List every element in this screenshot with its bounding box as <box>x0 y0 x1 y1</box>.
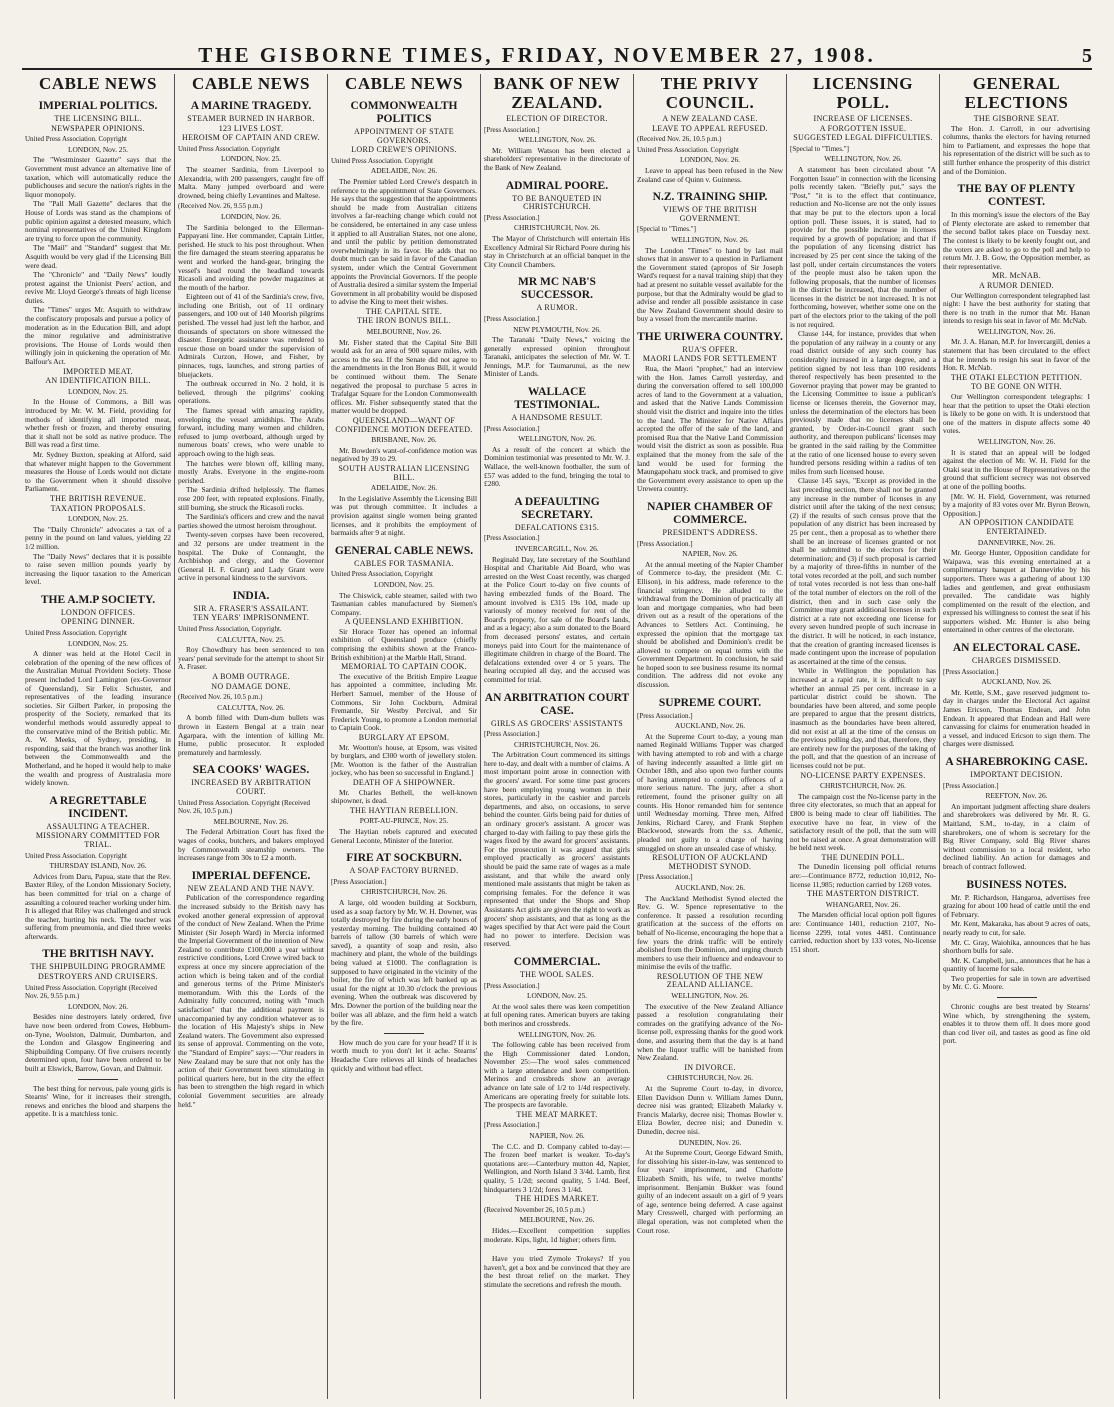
subheading: THE DUNEDIN POLL. <box>821 852 905 862</box>
body-paragraph: At the annual meeting of the Napier Chamber of Commerce to-day, the president (Mr. C. Ellison), in his address, made reference to the financial stringency. He alluded to the withdrawal from the Dominion of practically all loan and mortgage companies, who had been driven out as a result of the operations of the Advances to Settlers Act. Continuing, he expressed the opinion that the mortgage tax should be abolished and Dominion's credit be allowed to compete on equal terms with the Government Department. In conclusion, he said he hoped soon to see business resume its normal condition. The address did not evoke any discussion. <box>637 559 783 690</box>
headline: MR MC NAB'S SUCCESSOR. <box>518 276 596 302</box>
body-paragraph: The Auckland Methodist Synod elected the Rev. G. W. Spence representative to the conference. It passed a resolution recording gratification at the success of the efforts on behalf of No-license, encouraging the hope that a few years the drink traffic will be entirely abolished from the Dominion, and urging church members to use their influence and endeavour to minimise the evils of the traffic. <box>637 893 783 972</box>
body-paragraph: Mr. K. Campbell, jun., announces that he has a quantity of lucerne for sale. <box>943 955 1090 974</box>
subheading: STEAMER BURNED IN HARBOR. <box>187 114 315 123</box>
subheading: THE CAPITAL SITE. <box>365 306 443 316</box>
body-paragraph: As a result of the concert at which the Dominion testimonial was presented to Mr. W. J. Wallace, the well-known footballer, the sum of £57 was added to the fund, bringing the total to £280. <box>484 444 630 489</box>
subheading: THE LICENSING BILL. <box>54 114 142 123</box>
press-credit: United Press Association. Copyright <box>331 156 433 165</box>
subheading: A RUMOR DENIED. <box>979 280 1054 290</box>
dateline: WELLINGTON, Nov. 26. <box>671 991 749 1001</box>
body-paragraph: An important judgment affecting share dealers and sharebrokers was delivered by Mr. R. G. Maitland, S.M., to-day, in a claim of sharebrokers, one of whom is secretary for the Big River Company, sold Big River shares without commission to a local resident, who declined liability. An action for damages and breach of contract followed. <box>943 801 1090 871</box>
body-paragraph: The flames spread with amazing rapidity, enveloping the vessel amidships. The Arabs forward, including many women and children, refused to jump overboard, although urged by numerous boats' crews, who were unable to approach owing to the high seas. <box>178 406 324 458</box>
body-paragraph: At the Supreme Court to-day, in divorce, Ellen Davidson Dunn v. William James Dunn, decree nisi was granted; Elizabeth Malarky v. Francis Malarky, decree nisi; Thomas Bowler v. Eliza Bowler, decree nisi; and Dunedin v. Dunedin, decree nisi. <box>637 1084 783 1136</box>
dateline: BRISBANE, Nov. 26. <box>371 435 437 445</box>
body-paragraph: The executive of the British Empire League has appointed a committee, including Mr. Herbert Samuel, member of the House of Commons, Sir John Cockburn, Admiral Fremantle, Sir Westby Percival, and Sir Frederick Young, to promote a London memorial to Captain Cook. <box>331 671 477 733</box>
body-paragraph: Mr. Wootton's house, at Epsom, was visited by burglars, and £300 worth of jewellery stolen. [Mr. Wootton is the father of the Australian jockey, who has been so successful in England.] <box>331 742 477 778</box>
body-paragraph: Roy Chowdhury has been sentenced to ten years' penal servitude for the attempt to shoot Sir A. Fraser. <box>178 645 324 672</box>
press-credit: United Press Association. Copyright <box>25 135 127 144</box>
headline: AN ARBITRATION COURT CASE. <box>484 691 630 717</box>
headline: IMPERIAL POLITICS. <box>38 100 158 112</box>
press-credit: [Press Association.] <box>484 314 540 323</box>
headline: A REGRETTABLE INCIDENT. <box>49 794 147 820</box>
body-paragraph: Advices from Daru, Papua, state that the Rev. Baxter Riley, of the London Missionary Society, has been committed for trial on a charge of assaulting a coloured teacher working under him. It is alleged that Riley was challenged and struck the teacher, hurting his neck. The teacher was suffering from pneumonia, and died three weeks afterwards. <box>25 871 171 941</box>
body-paragraph: Publication of the correspondence regarding the increased subsidy to the British navy has evoked another general expression of approval of the conduct of New Zealand. When the Prime Minister (Sir Joseph Ward) in Mercia informed the Imperial Government of the intention of New Zealand to contribute £100,000 a year without restrictive conditions, Lord Crewe wired back to express at once my sincere appreciation of the action which is being taken and of the cordial and generous terms of the Prime Minister's memorandum. With this the Lords of the Admiralty fully concurred, noting with "much satisfaction" that the additional payment is unaccompanied by any condition whatever as to the location of His Majesty's ships in New Zealand waters. The Government also expressed its sense of approval. Commenting on the vote, the "Standard of Empire" says:—"Our readers in New Zealand may be sure that not only has the action of their Government been stimulating in political quarters here, but in the city the effect has been to strengthen the high regard in which colonial Government securities are already held." <box>178 893 324 1109</box>
subheading: LEAVE TO APPEAL REFUSED. <box>652 123 768 133</box>
subheading: NO DAMAGE DONE. <box>211 681 291 691</box>
divider <box>384 1033 424 1034</box>
press-credit: [Special to "Times."] <box>637 225 696 234</box>
body-paragraph: The outbreak occurred in No. 2 hold, it is believed, through the pilgrims' cooking operations. <box>178 379 324 406</box>
body-paragraph: Mr. Sydney Buxton, speaking at Alford, said that whatever might happen to the Government measures the House of Lords would not dictate to the Government when it should dissolve Parliament. <box>25 449 171 494</box>
headline: SUPREME COURT. <box>658 696 762 709</box>
dateline: NAPIER, Nov. 26. <box>682 549 738 559</box>
headline: COMMONWEALTH POLITICS <box>350 100 458 125</box>
body-paragraph: In the House of Commons, a Bill was introduced by Mr. W. M. Field, providing for methods of identifying all imported meat, whether fresh or frozen, and thereby ensuring that it shall not be sold as native produce. The Bill was read a first time. <box>25 397 171 450</box>
masthead <box>22 34 1092 70</box>
press-credit: (Received Nov. 26, 10.5 p.m.) <box>637 135 722 144</box>
subheading: LORD CREWE'S OPINIONS. <box>351 145 457 155</box>
press-credit: [Press Association.] <box>484 125 540 134</box>
headline: N.Z. TRAINING SHIP. <box>652 191 768 204</box>
headline: COMMERCIAL. <box>513 955 601 968</box>
subheading: PRESIDENT'S ADDRESS. <box>662 527 758 537</box>
press-credit: [Press Association.] <box>637 539 693 548</box>
headline: BUSINESS NOTES. <box>966 878 1067 891</box>
body-paragraph: The C.C. and D. Company cabled to-day:—The frozen beef market is weaker. To-day's quotations are:—Canterbury mutton 4d, Napier, Wellington, and North Island 3 3/4d. Lamb, first quality, 5 1/2d; second quality, 5 1/4d. Beef, hindquarters 3 1/2d; fores 3 1/4d. <box>484 1141 630 1194</box>
subheading: MR. McNAB. <box>991 271 1041 281</box>
headline: A SHAREBROKING CASE. <box>945 756 1088 768</box>
body-paragraph: The "Daily Chronicle" advocates a tax of a penny in the pound on land values, yielding 22 1/2 million. <box>25 524 171 551</box>
headline: THE A.M.P SOCIETY. <box>40 593 156 606</box>
press-credit: United Press Association. Copyright <box>25 629 127 638</box>
subheading: THE WOOL SALES. <box>519 969 595 979</box>
subheading: CHARGES DISMISSED. <box>972 656 1061 666</box>
body-paragraph: Mr. C. Gray, Waiohika, announces that he has shorthorn bulls for sale. <box>943 937 1090 956</box>
press-credit: [Press Association.] <box>943 781 999 790</box>
dateline: CHRISTCHURCH, Nov. 26. <box>820 781 906 791</box>
body-paragraph: Hides.—Excellent competition supplies moderate. Kips, light, 1d higher; others firm. <box>484 1225 630 1244</box>
body-paragraph: The Chiswick, cable steamer, sailed with two Tasmanian cables manufactured by Siemen's Company. <box>331 590 477 617</box>
subheading: DEATH OF A SHIPOWNER. <box>352 777 456 787</box>
press-credit: (Received November 26, 10.5 p.m.) <box>484 1205 585 1214</box>
dateline: WELLINGTON, Nov. 26. <box>518 1029 596 1039</box>
subheading: A FORGOTTEN ISSUE. <box>819 123 907 133</box>
dateline: CHRISTCHURCH, Nov. 26. <box>514 739 600 749</box>
headline: AN ELECTORAL CASE. <box>952 642 1081 655</box>
subheading: OPENING DINNER. <box>61 617 135 627</box>
body-paragraph: How much do you care for your head? If it is worth much to you don't let it ache. Stearns' Headache Cure relieves all kinds of headaches quickly and without bad effect. <box>331 1037 477 1073</box>
press-credit: United Press Association. Copyright (Received Nov. 26, 9.55 p.m.) <box>25 983 158 1001</box>
subheading: THE BRITISH REVENUE. <box>50 493 146 503</box>
body-paragraph: The Hon. J. Carroll, in our advertising columns, thanks the electors for having returned him to Parliament, and expresses the hope that his representation of the district will be such as to still further enhance the prosperity of this district and of the Dominion. <box>943 123 1090 176</box>
body-paragraph: The Sardinia belonged to the Ellerman-Pappayani line. Her commander, Captain Littler, perished. He stuck to his post throughout. When the fire damaged the steam steering apparatus he went and worked the hand-gear, bringing the vessel's head round the headland towards Ricasoli and avoiding the powder magazines at the mouth of the harbor. <box>178 222 324 292</box>
body-paragraph: At the Supreme Court to-day, a young man named Reginald Williams Tupper was charged with having attempted to rob and with a charge of having indecently assaulted a little girl on October 18th, and also upon two further counts of having attempted to commit offences of a more serious nature. The jury, after a short retirement, found the prisoner guilty on all counts. His Honor remanded him for sentence until Wednesday morning. Three men, Alfred Jenkins, Richard Carey, and Frank Stephen Blackwood, stewards from the s.s. Athenic, pleaded not guilty to a charge of having smuggled on shore an unsealed case of whisky. <box>637 731 783 853</box>
body-paragraph: A dinner was held at the Hotel Cecil in celebration of the opening of the new offices of the Australian Mutual Provident Society. Those present included Lord Lamington (ex-Governor of Queensland), Sir Felix Schuster, and representatives of the leading insurance societies. Sir Gilbert Parker, in proposing the prosperity of the Society, remarked that its wonderful methods would assuredly appeal to the conservative mind of the British public. Mr. A. W. Meeks, of Sydney, presiding, in responding, said that the branch was another link between the Commonwealth and the Motherland, and he hoped it would help to make the wealth and progress of Australasia more widely known. <box>25 649 171 788</box>
subheading: NO-LICENSE PARTY EXPENSES. <box>800 770 926 780</box>
body-paragraph: Mr. George Hunter, Opposition candidate for Waipawa, was this evening entertained at a complimentary banquet at Dannevirke by his supporters. There was a gathering of about 130 ladies and gentlemen, and great enthusiasm prevailed. The candidate was highly complimented on the result of the election, and expressed his willingness to contest the seat if his supporters wished. Mr. Hunter is also being entertained in other centres of the electorate. <box>943 548 1090 635</box>
subheading: THE SHIPBUILDING PROGRAMME <box>30 962 166 972</box>
body-paragraph: The Taranaki "Daily News," voicing the generally expressed opinion throughout Taranaki, anticipates the selection of Mr. W. T. Jennings, M.P. for Taumarunui, as the new Minister of Lands. <box>484 335 630 379</box>
body-paragraph: In this morning's issue the electors of the Bay of Plenty electorate are asked to remember that the second ballot takes place on Tuesday next. The contest is likely to be keenly fought out, and the voters are asked to go to the poll and help to return Mr. J. B. Gow, the Opposition member, as their representative. <box>943 210 1090 271</box>
subheading: A QUEENSLAND EXHIBITION. <box>344 617 464 627</box>
column-header: LICENSING POLL. <box>813 74 913 112</box>
column-body <box>25 100 171 1119</box>
body-paragraph: Two properties for sale in town are advertised by Mr. C. G. Moore. <box>943 973 1090 992</box>
subheading: INCREASED BY ARBITRATION COURT. <box>191 778 311 796</box>
column-header: CABLE NEWS <box>192 74 310 93</box>
subheading: LONDON OFFICES. <box>60 607 136 617</box>
body-paragraph: Mr. Kettle, S.M., gave reserved judgment to-day in charges under the Electoral Act against James Ericson, Thomas Endean, and John Endean. It appeared that Endean and Hall were canvassing for claims for enumeration headed in a vessel, and induced Ericson to sign them. The charges were dismissed. <box>943 687 1090 749</box>
subheading: DEFALCATIONS £315. <box>514 522 600 532</box>
subheading: TAXATION PROPOSALS. <box>50 503 146 513</box>
column-body <box>178 100 324 1109</box>
headline: ADMIRAL POORE. <box>505 179 609 192</box>
press-credit: [Press Association.] <box>331 877 387 886</box>
subheading: THE OTAKI ELECTION PETITION. <box>950 372 1083 382</box>
column-body <box>331 100 477 1073</box>
headline: NAPIER CHAMBER OF COMMERCE. <box>647 500 773 526</box>
masthead-title: THE GISBORNE TIMES, FRIDAY, NOVEMBER 27, 1908. <box>198 43 876 67</box>
subheading: SOUTH AUSTRALIAN LICENSING BILL. <box>338 463 470 482</box>
subheading: 123 LIVES LOST. <box>218 123 284 133</box>
headline: WALLACE TESTIMONIAL. <box>514 386 600 412</box>
headline: THE BRITISH NAVY. <box>42 948 154 961</box>
headline: THE URIWERA COUNTRY. <box>637 330 783 343</box>
dateline: LONDON, Nov. 25. <box>67 144 129 154</box>
press-credit: [Press Association.] <box>484 534 540 543</box>
subheading: IMPORTED MEAT. <box>63 366 133 376</box>
body-paragraph: The Sardinia's officers and crew and the naval parties showed the utmost heroism throughout. <box>178 512 324 530</box>
dateline: REEFTON, Nov. 26. <box>985 791 1048 801</box>
body-paragraph: Chronic coughs are best treated by Stearns' Wine which, by strengthening the system, enables it to throw them off. It does more good than cod liver oil, and tastes as good as fine old port. <box>943 1002 1090 1046</box>
column-body <box>943 115 1090 1046</box>
divider <box>997 997 1037 998</box>
press-credit: (Received Nov. 26, 9.55 p.m.) <box>178 202 263 211</box>
headline: SEA COOKS' WAGES. <box>192 764 310 777</box>
divider <box>537 1249 577 1250</box>
subheading: THE IRON BONUS BILL. <box>357 316 451 326</box>
subheading: ELECTION OF DIRECTOR. <box>506 114 608 123</box>
press-credit: United Press Association. Copyright (Received Nov. 26, 10.5 p.m.) <box>178 798 311 816</box>
body-paragraph: In the Legislative Assembly the Licensing Bill was put through committee. It includes a provision against single women being granted licenses, and it prohibits the employment of barmaids after 9 at night. <box>331 493 477 538</box>
headline: THE BAY OF PLENTY CONTEST. <box>957 183 1076 209</box>
press-credit: [Press Association.] <box>484 981 540 990</box>
body-paragraph: The "Westminster Gazette" says that the Government must advance an alternative line of taxation, which will automatically reduce the publichouses and secure the nation's rights in the liquor monopoly. <box>25 155 171 199</box>
body-paragraph: The best thing for nervous, pale young girls is Stearns' Wine, for it increases their strength, renews and enriches the blood and sharpens the appetite. It is a matchless tonic. <box>25 1083 171 1119</box>
subheading: A NEW ZEALAND CASE. <box>662 114 758 123</box>
press-credit: United Press Association. Copyright <box>25 851 127 860</box>
column-header: BANK OF NEW ZEALAND. <box>493 74 621 112</box>
dateline: NEW PLYMOUTH, Nov. 26. <box>513 324 601 334</box>
body-paragraph: The Haytian rebels captured and executed General Leconte, Minister of the Interior. <box>331 826 477 845</box>
column-header: THE PRIVY COUNCIL. <box>660 74 760 112</box>
body-paragraph: Mr. J. A. Hanan, M.P. for Invercargill, denies a statement that has been circulated to the effect that he intends to resign his seat in favor of the Hon. R. McNab. <box>943 337 1090 373</box>
headline: A MARINE TRAGEDY. <box>190 100 312 112</box>
article-columns <box>22 74 1094 1399</box>
body-paragraph: The Premier tabled Lord Crewe's despatch in reference to the appointment of State Governors. He says that the suggestion that the appointments should be made from Australian citizens involves a far-reaching change which could not be considered, be entertained in any case unless it applied to all Australian States, not one alone, and until the public by petition demonstrated overwhelmingly in its favor. He adds that no doubt much can be said in favor of the Canadian system, under which the Central Government appoints the Provincial Governors. If the people of Australia desired a similar system the Imperial Government in all probability would be disposed to advise the King to meet their wishes. <box>331 176 477 307</box>
subheading: THE MASTERTON DISTRICT. <box>806 889 920 899</box>
subheading: NEW ZEALAND AND THE NAVY. <box>187 883 315 893</box>
body-paragraph: Twenty-seven corpses have been recovered, and 32 persons are under treatment in the hospital. The Duke of Connaught, the Archbishop and clergy, and the Governor (General H. F. Grant) and Lady Grant were active in personal kindness to the survivors. <box>178 530 324 583</box>
column-body <box>484 115 630 1290</box>
subheading: QUEENSLAND—WANT OF CONFIDENCE MOTION DEFEATED. <box>335 416 473 434</box>
press-credit: United Press Association, Copyright <box>331 570 433 579</box>
subheading: DESTROYERS AND CRUISERS. <box>38 972 158 982</box>
body-paragraph: The Dunedin licensing poll official returns are:—Continuance 8772, reduction 10,012, No-license 11,985; reduction carried by 1269 votes. <box>790 862 936 889</box>
dateline: LONDON, Nov. 26. <box>220 211 282 221</box>
column-2 <box>175 74 328 1399</box>
dateline: ADELAIDE, Nov. 26. <box>370 166 438 176</box>
subheading: IN DIVORCE. <box>684 1062 736 1072</box>
subheading: NEWSPAPER OPINIONS. <box>51 123 145 133</box>
dateline: CALCUTTA, Nov. 25. <box>217 634 285 644</box>
body-paragraph: Mr. Charles Bethell, the well-known shipowner, is dead. <box>331 787 477 806</box>
body-paragraph: The "Pall Mall Gazette" declares that the House of Lords was stand as the champions of public opinion against a detested measure, which nominal representatives of the United Kingdom are trying to force upon the community. <box>25 199 171 243</box>
body-paragraph: The "Mail" and "Standard" suggest that Mr. Asquith would be very glad if the Licensing Bill were dead. <box>25 243 171 270</box>
column-header: CABLE NEWS <box>345 74 463 93</box>
dateline: CHRISTCHURCH, Nov. 26. <box>667 1073 753 1083</box>
divider <box>78 1079 118 1080</box>
subheading: RESOLUTION OF THE NEW ZEALAND ALLIANCE. <box>656 971 764 990</box>
dateline: INVERCARGILL, Nov. 26. <box>515 544 599 553</box>
subheading: RUA'S OFFER. <box>682 344 738 354</box>
press-credit: United Press Association. Copyright <box>637 145 739 154</box>
subheading: THE HAYTIAN REBELLION. <box>349 805 459 815</box>
body-paragraph: The Sardinia drifted helplessly. The flames rose 200 feet, with repeated explosions. Finally, still burning, she struck the Ricasoli rocks. <box>178 485 324 512</box>
body-paragraph: Mr. Kent, Makaraka, has about 9 acres of oats, nearly ready to cut, for sale. <box>943 919 1090 937</box>
body-paragraph: Eighteen out of 41 of the Sardinia's crew, five, including one British, out of 11 ordinary passengers, and 100 out of 140 Moorish pilgrims perished. The vessel had just left the harbor, and thousands of spectators on shore witnessed the disaster. Energetic assistance was rendered to rescue those on board under the supervision of Admirals Curzon, Howe, and Fisher, by pinnaces, tugs, launches, and strong parties of bluejackets. <box>178 292 324 379</box>
headline: IMPERIAL DEFENCE. <box>191 869 311 882</box>
body-paragraph: Have you tried Zymole Trokeys? If you haven't, get a box and be convinced that they are the best throat relief on the market. They stimulate the secretions and refresh the mouth. <box>484 1254 630 1289</box>
dateline: MELBOURNE, Nov. 26. <box>519 1215 595 1225</box>
body-paragraph: Clause 144, for instance, provides that when the population of any railway in a county or any road district outside of any such county has considerably increased in a large degree, and a petition signed by not less than 100 residents thereof respectively has been presented to the Governor praying that power may be granted to the Licensing Committee to issue a publican's license or licenses therein, the Governor may, unless the determination of the electors has been previously made that no licenses shall be granted, by Order-in-Council grant such authority, and thereupon publicans' licenses may be granted in the said railing by the Committee at the ratio of one licensed house to every seven hundred persons residing within a radius of ten miles from such licensed house. <box>790 329 936 476</box>
page-number: 5 <box>1082 45 1092 67</box>
dateline: LONDON, Nov. 25. <box>526 991 588 1001</box>
dateline: CHRISTCHURCH, Nov. 26. <box>361 887 447 897</box>
subheading: THE GISBORNE SEAT. <box>973 114 1060 123</box>
dateline: DANNEVIRKE, Nov. 26. <box>977 537 1056 547</box>
body-paragraph: Mr. William Watson has been elected a shareholders' representative in the directorate of the Bank of New Zealand. <box>484 145 630 172</box>
dateline: LONDON, Nov. 26. <box>679 155 741 165</box>
body-paragraph: Rua, the Maori "prophet," had an interview with the Hon. James Carroll yesterday, and during the conversation offered to sell 100,000 acres of land to the Government at a valuation, and asked that the Native Lands Commission should visit the district and inquire into the titles to the land. The Minister for Native Affairs accepted the offer of the sale of the land, and promised Rua that the Native Land Commission would visit the district as soon as possible. Rua explained that the money from the sale of the land would be used for forming the Maungapohatu stock track, and promised to give the Government every assistance to open up the Urewera country. <box>637 364 783 494</box>
body-paragraph: It is stated that an appeal will be lodged against the election of Mr. W. H. Field for the Otaki seat in the House of Representatives on the ground that sufficient secrecy was not observed at one of the polling booths. <box>943 447 1090 491</box>
headline: FIRE AT SOCKBURN. <box>346 852 462 865</box>
subheading: A BOMB OUTRAGE. <box>212 672 290 682</box>
body-paragraph: Besides nine destroyers lately ordered, five have now been ordered from Cowes, Hebburn-on-Tyne, Woolston, Dalmuir, Dumbarton, and the London and Glasgow Engineering and Shipbuilding Company. Of five cruisers recently determined upon, four have been ordered to be built at Elswick, Barrow, Govan, and Dalmuir. <box>25 1012 171 1073</box>
column-body <box>790 115 936 954</box>
subheading: CABLES FOR TASMANIA. <box>354 558 454 568</box>
press-credit: [Press Association.] <box>484 424 540 433</box>
press-credit: United Press Association, Copyright. <box>178 625 282 634</box>
subheading: BURGLARY AT EPSOM. <box>358 733 450 742</box>
dateline: LONDON, Nov. 25. <box>67 386 129 396</box>
press-credit: [Press Association.] <box>484 730 540 739</box>
press-credit: [Special to "Times."] <box>790 144 849 153</box>
press-credit: [Press Association.] <box>484 213 540 222</box>
headline: GENERAL CABLE NEWS. <box>334 544 474 557</box>
dateline: ADELAIDE, Nov. 26. <box>370 483 438 493</box>
body-paragraph: While in Wellington the population has increased at a rapid rate, it is difficult to say whether an annual 25 per cent. increase in a particular district could be shown. The boundaries have been altered, and some people are prepared to argue that the present districts, inasmuch as the boundaries have been altered, did not exist at all at the time of the census on the previous polling day, and that, therefore, they are entirely new for the purposes of the taking of the poll, and that the question of an increase of licenses could not be put. <box>790 666 936 770</box>
subheading: A RUMOR. <box>536 303 578 313</box>
dateline: LONDON, Nov. 26. <box>67 1001 129 1011</box>
column-6 <box>787 74 940 1399</box>
column-header: GENERAL ELECTIONS <box>964 74 1069 112</box>
subheading: SUGGESTED LEGAL DIFFICULTIES. <box>793 133 933 143</box>
body-paragraph: The "Times" urges Mr. Asquith to withdraw the confiscatory proposals and pursue a policy of moderation as in the Education Bill, and adopt the minor regulative and administrative provisions. The House of Lords would then willingly join in quickening the operation of Mr. Balfour's Act. <box>25 305 171 367</box>
dateline: NAPIER, Nov. 26. <box>529 1131 585 1141</box>
dateline: WELLINGTON, Nov. 26. <box>518 434 596 444</box>
press-credit: [Press Association.] <box>637 873 693 882</box>
dateline: WELLINGTON, Nov. 26. <box>671 234 749 244</box>
dateline: LONDON, Nov. 25. <box>67 638 129 648</box>
body-paragraph: Mr. Fisher stated that the Capital Site Bill would ask for an area of 900 square miles, with access to the sea. If the Senate did not agree to the amendments in the Iron Bonus Bill, it would be continued without them. The Senate negatived the proposal to purchase 5 acres in Trafalgar Square for the London Commonwealth offices. Mr. Fisher subsequently stated that the matter would be dropped. <box>331 337 477 416</box>
column-7 <box>940 74 1093 1399</box>
body-paragraph: The campaign cost the No-license party in the three city electorates, so much that an appeal for £800 is being made to clear off liabilities. The executive have no fear, in view of the satisfactory result of the poll, that the sum will not be raised at once. A great demonstration will be held next week. <box>790 791 936 853</box>
body-paragraph: Mr. P. Richardson, Hangaroa, advertises free grazing for about 100 head of cattle until the end of February. <box>943 892 1090 919</box>
press-credit: [Press Association.] <box>484 1121 540 1130</box>
subheading: TO BE BANQUETED IN CHRISTCHURCH. <box>512 193 602 212</box>
dateline: WELLINGTON, Nov. 26. <box>518 135 596 145</box>
subheading: AN IDENTIFICATION BILL. <box>45 376 151 386</box>
subheading: APPOINTMENT OF STATE GOVERNORS. <box>354 127 454 145</box>
subheading: SIR A. FRASER'S ASSAILANT. <box>193 603 309 613</box>
column-4 <box>481 74 634 1399</box>
dateline: MELBOURNE, Nov. 26. <box>366 327 442 337</box>
body-paragraph: Sir Horace Tozer has opened an informal exhibition of Queensland produce (chiefly comprising the exhibits shown at the Franco-British exhibition) at the Marble Hall, Strand. <box>331 626 477 662</box>
body-paragraph: The "Daily News" declares that it is possible to raise seven million pounds yearly by increasing the liquor taxation to the American level. <box>25 551 171 587</box>
body-paragraph: A bomb filled with Dum-dum bullets was thrown in Eastern Bengal at a train near Agarpara, with the intention of killing Mr. Hume, public prosecutor. It exploded prematurely and harmlessly. <box>178 713 324 757</box>
body-paragraph: The Mayor of Christchurch will entertain His Excellency Admiral Sir Richard Poore during his stay in Christchurch at an official banquet in the City Council Chambers. <box>484 233 630 269</box>
dateline: AUCKLAND, Nov. 26. <box>674 721 746 731</box>
column-1 <box>22 74 175 1399</box>
body-paragraph: The Arbitration Court commenced its sittings here to-day, and dealt with a number of claims. A most important point arose in connection with the grocers' award. For some time past grocers have been employing young women in their stores, particularly in the cashier and parcels departments, and also, on occasions, to serve behind the counter. Girls being paid for duties of an ordinary grocer's assistant. A grocer was charged to-day with failing to pay these girls the wages fixed by the award for grocers' assistants. For the prosecution it was argued that girls employed practically as grocers' assistants should be paid the same rate of wages as a male assistant, and that while the award only mentioned male assistants that might be taken as comprising females. For the defence it was represented that under the Shops and Shop Assistants Act girls are given the right to work as grocers' shop assistants, and that as long as the wages specified by that Act were paid the Court had no power to interfere. Decision was reserved. <box>484 750 630 949</box>
column-3 <box>328 74 481 1399</box>
press-credit: [Press Association.] <box>943 667 999 676</box>
dateline: MELBOURNE, Nov. 26. <box>213 816 289 826</box>
body-paragraph: At the Supreme Court, George Edward Smith, for dissolving his sister-in-law, was sentenced to four years' imprisonment, and Charlotte Elizabeth Smith, his wife, to twelve months' imprisonment. Benjamin Bukker was found guilty of an indecent assault on a girl of 9 years of age, sentence being deferred. A case against Mary Cresswell, charged with performing an illegal operation, was not completed when the Court rose. <box>637 1148 783 1235</box>
body-paragraph: A large, old wooden building at Sockburn, used as a soap factory by Mr. W. H. Downer, was totally destroyed by fire during the early hours of yesterday morning. The building contained 40 barrels of tallow (30 barrels of which were saved), a quantity of soap and resin, also machinery and plant, the whole of the buildings being valued at £1000. The conflagration is supposed to have originated in the vicinity of the boiler, the fire of which was left banked up as usual for the night at 10.30 o'clock the previous evening. When the outbreak was discovered by Mrs. Downer the portion of the building near the boiler was all ablaze, and the firm held a watch by the fire. <box>331 897 477 1028</box>
headline: A DEFAULTING SECRETARY. <box>514 495 600 521</box>
press-credit: United Press Association. Copyright <box>178 144 280 153</box>
body-paragraph: The steamer Sardinia, from Liverpool to Alexandria, with 200 passengers, caught fire off Malta. Many jumped overboard and were drowned, being chiefly Levantines and Maltese. <box>178 164 324 200</box>
subheading: THE MEAT MARKET. <box>516 1109 598 1119</box>
dateline: WELLINGTON, Nov. 26. <box>977 437 1056 446</box>
body-paragraph: The Marsden official local option poll figures are: Continuance 1401, reduction 2107, No-license 2299, total votes 4481. Continuance carried, reduction short by 133 votes, No-license 151 short. <box>790 910 936 954</box>
dateline: CHRISTCHURCH, Nov. 26. <box>514 223 600 233</box>
body-paragraph: The Federal Arbitration Court has fixed the wages of cooks, butchers, and bakers employed by Commonwealth steamship owners. The increases range from 30s to £2 a month. <box>178 827 324 863</box>
dateline: AUCKLAND, Nov. 26. <box>674 882 746 892</box>
body-paragraph: [Mr. W. H. Field, Government, was returned by a majority of 83 votes over Mr. Byron Brown, Opposition.] <box>943 491 1090 518</box>
dateline: WELLINGTON, Nov. 26. <box>977 326 1056 336</box>
body-paragraph: The following cable has been received from the High Commissioner dated London, November 25:—The wool sales commenced with a large attendance and keen competition. Merinos and crossbreds show an average advance on late sale of 1/2 to 1/4d respectively. Americans are operating freely for suitable lots. The prospects are favorable. <box>484 1040 630 1110</box>
subheading: MISSIONARY COMMITTED FOR TRIAL. <box>35 831 161 849</box>
body-paragraph: Our Wellington correspondent telegraphs: I hear that the petition to upset the Otaki election is likely to be gone on with. It is understood that one of the matters in dispute affects some 40 votes. <box>943 392 1090 436</box>
body-paragraph: At the wool sales there was keen competition at full opening rates. American buyers are taking both merinos and crossbreds. <box>484 1001 630 1028</box>
dateline: WELLINGTON, Nov. 26. <box>824 154 902 164</box>
dateline: LONDON, Nov. 25. <box>373 579 435 589</box>
body-paragraph: The executive of the New Zealand Alliance passed a resolution congratulating their comrades on the gratifying advance of the No-license poll, expressing thanks for the good work done, and assuring them that the day is at hand when the liquor traffic will be banished from New Zealand. <box>637 1001 783 1063</box>
body-paragraph: Mr. Bowden's want-of-confidence motion was negatived by 39 to 29. <box>331 445 477 464</box>
body-paragraph: Clause 145 says, "Except as provided in the last preceding section, there shall not be granted any increase in the number of licenses in any district until after the taking of the next census; (2) if the results of such census prove that the population of any district has been increased by 25 per cent., then a proposal as to whether there shall be an increase of licenses granted or not shall be submitted to the electors for their determination; and (3) if such proposal is carried by a majority of three-fifths in number of the total votes recorded at the poll, and such number of total votes recorded is not less than one-half of the total number of electors on the roll of the district, then and in such case only the Committee may grant additional licenses in such district at a rate not exceeding one license for every seven hundred people of such increase in the district. It will be noticed, in each instance, that the creation of granting increased licenses is made contingent upon the increase of population as ascertained at the time of the census. <box>790 476 936 666</box>
body-paragraph: The hatches were blown off, killing many, mostly Arabs. Everyone in the engine-room perished. <box>178 458 324 485</box>
press-credit: [Press Association.] <box>637 711 693 720</box>
subheading: TO BE GONE ON WITH. <box>971 382 1062 392</box>
subheading: IMPORTANT DECISION. <box>970 770 1063 779</box>
dateline: LONDON, Nov. 25. <box>220 154 282 164</box>
subheading: AN OPPOSITION CANDIDATE ENTERTAINED. <box>959 518 1074 536</box>
subheading: THE HIDES MARKET. <box>515 1194 599 1204</box>
body-paragraph: The "Chronicle" and "Daily News" loudly protest against the Unionist Peers' action, and revive Mr. Lloyd George's threats of high license duties. <box>25 270 171 305</box>
body-paragraph: Our Wellington correspondent telegraphed last night: I have the best authority for stating that there is no truth in the rumor that Mr. Hanan intends to resign his seat in favor of Mr. McNab. <box>943 290 1090 326</box>
press-credit: (Received Nov. 26, 10.5 p.m.) <box>178 693 263 702</box>
subheading: INCREASE OF LICENSES. <box>813 114 913 123</box>
dateline: CALCUTTA, Nov. 26. <box>217 702 285 712</box>
headline: INDIA. <box>232 589 270 602</box>
dateline: THURSDAY ISLAND, Nov. 26. <box>49 861 147 871</box>
dateline: AUCKLAND, Nov. 26. <box>981 677 1052 687</box>
dateline: LONDON, Nov. 25. <box>67 514 129 524</box>
subheading: TEN YEARS' IMPRISONMENT. <box>192 613 310 623</box>
subheading: ASSAULTING A TEACHER. <box>46 821 150 831</box>
subheading: HEROISM OF CAPTAIN AND CREW. <box>182 133 320 143</box>
column-5 <box>634 74 787 1399</box>
subheading: RESOLUTION OF AUCKLAND METHODIST SYNOD. <box>652 853 768 871</box>
subheading: A SOAP FACTORY BURNED. <box>349 866 459 876</box>
subheading: MEMORIAL TO CAPTAIN COOK. <box>341 662 467 672</box>
subheading: VIEWS OF THE BRITISH GOVERNMENT. <box>662 205 758 223</box>
dateline: DUNEDIN, Nov. 26. <box>678 1137 742 1147</box>
subheading: MAORI LANDS FOR SETTLEMENT <box>642 354 778 364</box>
column-header: CABLE NEWS <box>39 74 157 93</box>
body-paragraph: Reginald Day, late secretary of the Southland Hospital and Charitable Aid Board, who was arrested on the West Coast recently, was charged at the Police Court to-day on five counts of having embezzled funds of the Board. The amount involved is £315 19s 10d, made up variously of money received for rent of the Board's property, for sale of the Board's lands, and as a legacy; also a sum donated to the Board from deceased persons' estates, and certain moneys paid into Court for the maintenance of illegitimate children in charge of the Board. The defalcations extended over 4 or 5 years. The hearing occupied all day, and the accused was committed for trial. <box>484 554 630 684</box>
body-paragraph: A statement has been circulated about "A Forgotten Issue" in connection with the licensing polls recently taken. "Briefly put," says the "Post," "it is to the effect that continuance, reduction and No-license are not the only issues that may be put to the electors upon a local option poll. These issues, it is stated, had to provide for the possible increase in licenses required by a growth of population; and that if the population of any licensing district has increased by 25 per cent since the taking of the last poll, under certain circumstances the voters of the people must also be taken upon the following proposals, that the number of licenses in the district be increased, that the number of licenses in the district be not increased. It is not forthcoming, however, whether some one on the part of the electors prior to the taking of the poll is not required. <box>790 164 936 329</box>
dateline: PORT-AU-PRINCE, Nov. 25. <box>359 816 449 826</box>
subheading: GIRLS AS GROCERS' ASSISTANTS <box>490 718 624 728</box>
body-paragraph: The London "Times" to hand by last mail shows that in answer to a question in Parliament the Government stated (apropos of Sir Joseph Ward's request for a naval training ship) that they had at present no suitable vessel available for the purpose, but that the Admiralty would be glad to advise and render all possible assistance in case the New Zealand Government should desire to buy a vessel from the mercantile marine. <box>637 245 783 324</box>
body-paragraph: Leave to appeal has been refused in the New Zealand case of Quinn v. Guinness. <box>637 165 783 184</box>
subheading: A HANDSOME RESULT. <box>511 413 603 423</box>
dateline: WHANGAREI, Nov. 26. <box>825 899 901 909</box>
column-body <box>637 115 783 1235</box>
